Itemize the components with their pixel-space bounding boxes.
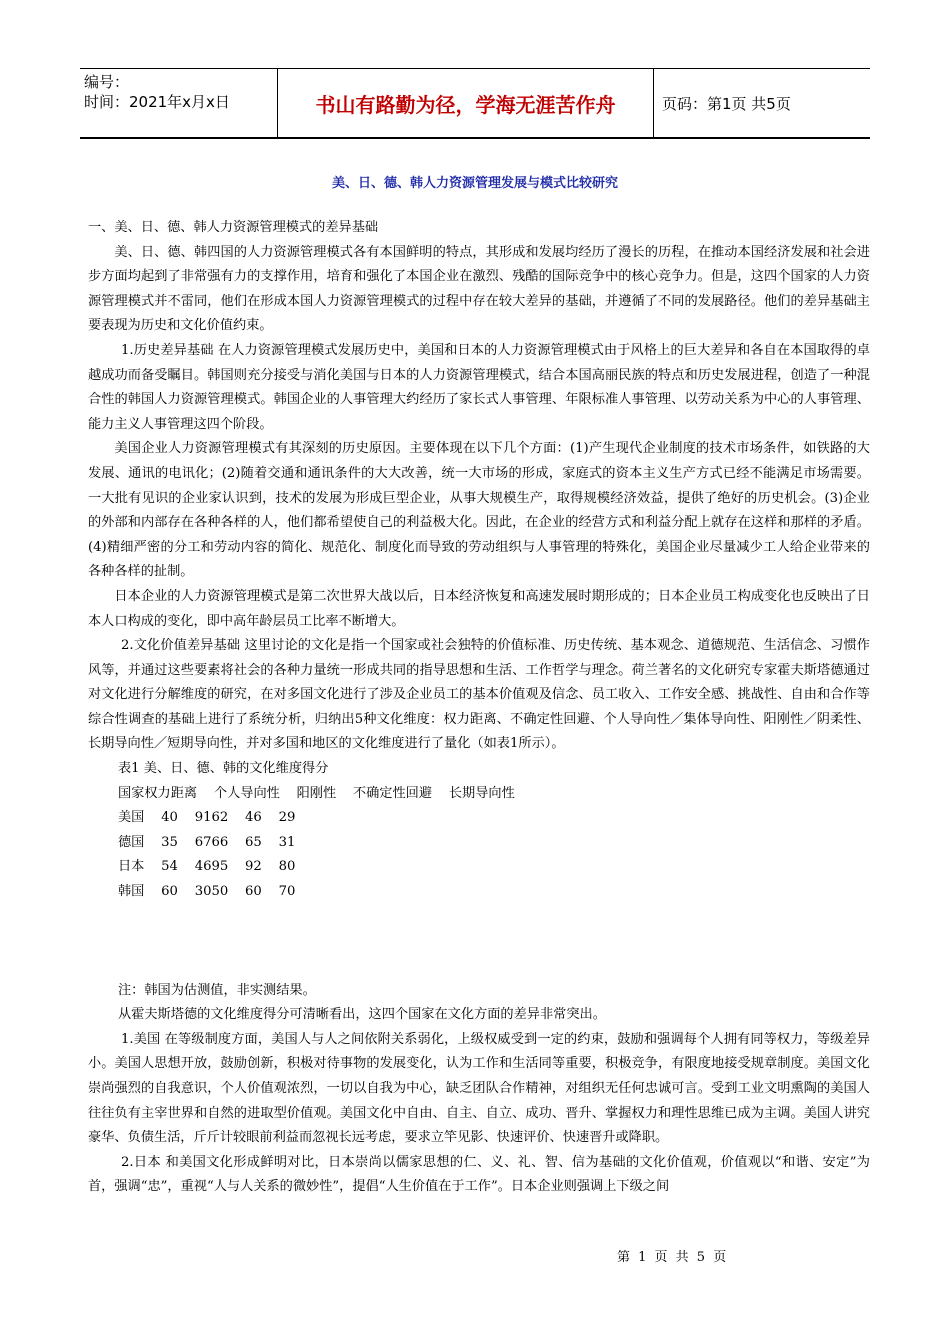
header-number: 编号：: [84, 73, 130, 91]
paragraph: 美国企业人力资源管理模式有其深刻的历史原因。主要体现在以下几个方面：(1)产生现代企业制度的技术市场条件，如铁路的大发展、通讯的电讯化；(2)随着交通和通讯条件的大大改善，统一大市场的形成，家庭式的资本主义生产方式已经不能满足市场需要。一大批有见识的企业家认识到，技术的发展为形成巨型企业，从事大规模生产，取得规模经济效益，提供了绝好的历史机会。(3)企业的外部和内部存在各种各样的人，他们都希望使自己的利益极大化。因此，在企业的经营方式和利益分配上就存在这样和那样的矛盾。(4)精细严密的分工和劳动内容的简化、规范化、制度化而导致的劳动组织与人事管理的特殊化，美国企业尽量减少工人给企业带来的各种各样的扯制。: [88, 441, 870, 580]
paragraph: 1.美国 在等级制度方面，美国人与人之间依附关系弱化，上级权威受到一定的约束，鼓励和强调每个人拥有同等权力，等级差异小。美国人思想开放，鼓励创新，积极对待事物的发展变化，认为工作和生活同等重要，积极竞争，有限度地接受规章制度。美国文化崇尚强烈的自我意识，个人价值观浓烈，一切以自我为中心，缺乏团队合作精神，对组织无任何忠诚可言。受到工业文明熏陶的美国人往往负有主宰世界和自然的进取型价值观。美国文化中自由、自主、自立、成功、晋升、掌握权力和理性思维已成为主调。美国人讲究豪华、负债生活，斤斤计较眼前利益而忽视长远考虑，要求立竿见影、快速评价、快速晋升或降职。: [88, 1031, 870, 1146]
table-header: 国家权力距离 个人导向性 阳刚性 不确定性回避 长期导向性: [118, 785, 515, 801]
document-body: [88, 216, 870, 1200]
paragraph: 美、日、德、韩四国的人力资源管理模式各有本国鲜明的特点，其形成和发展均经历了漫长的历程，在推动本国经济发展和社会进步方面均起到了非常强有力的支撑作用，培育和强化了本国企业在激烈、残酷的国际竞争中的核心竞争力。但是，这四个国家的人力资源管理模式并不雷同，他们在形成本国人力资源管理模式的过程中存在较大差异的基础，并遵循了不同的发展路径。他们的差异基础主要表现为历史和文化价值约束。: [88, 244, 870, 334]
spacer: [88, 905, 870, 979]
header-table: [80, 68, 870, 139]
paragraph: 2.文化价值差异基础 这里讨论的文化是指一个国家或社会独特的价值标准、历史传统、基本观念、道德规范、生活信念、习惯作风等，并通过这些要素将社会的各种力量统一形成共同的指导思想和生活、工作哲学与理念。荷兰著名的文化研究专家霍夫斯塔德通过对文化进行分解维度的研究，在对多国文化进行了涉及企业员工的基本价值观及信念、员工收入、工作安全感、挑战性、自由和合作等综合性调查的基础上进行了系统分析，归纳出5种文化维度：权力距离、不确定性回避、个人导向性／集体导向性、阳刚性／阴柔性、长期导向性／短期导向性，并对多国和地区的文化维度进行了量化（如表1所示）。: [88, 638, 870, 752]
table-row: 德国 35 6766 65 31: [118, 834, 296, 850]
section-heading: 一、美、日、德、韩人力资源管理模式的差异基础: [88, 220, 379, 235]
paragraph: 1.历史差异基础 在人力资源管理模式发展历史中，美国和日本的人力资源管理模式由于风格上的巨大差异和各自在本国取得的卓越成功而备受瞩目。韩国则充分接受与消化美国与日本的人力资源管理模式，结合本国高丽民族的特点和历史发展进程，创造了一种混合性的韩国人力资源管理模式。韩国企业的人事管理大约经历了家长式人事管理、年限标准人事管理、以劳动关系为中心的人事管理、能力主义人事管理这四个阶段。: [88, 342, 870, 432]
table-row: 韩国 60 3050 60 70: [118, 884, 296, 900]
document-title: 美、日、德、韩人力资源管理发展与模式比较研究: [331, 176, 618, 191]
header-date: 时间：2021年x月x日: [84, 93, 230, 111]
paragraph: 2.日本 和美国文化形成鲜明对比，日本崇尚以儒家思想的仁、义、礼、智、信为基础的文化价值观，价值观以“和谐、安定”为首，强调“忠”，重视“人与人关系的微妙性”，提倡“人生价值在于工作”。日本企业则强调上下级之间: [88, 1154, 870, 1195]
header-meta: [80, 69, 278, 137]
paragraph: 从霍夫斯塔德的文化维度得分可清晰看出，这四个国家在文化方面的差异非常突出。: [118, 1007, 606, 1023]
table-caption: 表1 美、日、德、韩的文化维度得分: [118, 761, 329, 777]
page-footer: 第 1 页 共 5 页: [617, 1250, 729, 1265]
table-note: 注：韩国为估测值，非实测结果。: [118, 982, 316, 998]
table-row: 美国 40 9162 46 29: [118, 810, 296, 826]
paragraph: 日本企业的人力资源管理模式是第二次世界大战以后，日本经济恢复和高速发展时期形成的；日本企业员工构成变化也反映出了日本人口构成的变化，即中高年龄层员工比率不断增大。: [88, 588, 870, 629]
table-row: 日本 54 4695 92 80: [118, 859, 296, 875]
header-motto: 书山有路勤为径，学海无涯苦作舟: [278, 69, 654, 137]
header-page-info: 页码：第1页 共5页: [662, 94, 791, 113]
